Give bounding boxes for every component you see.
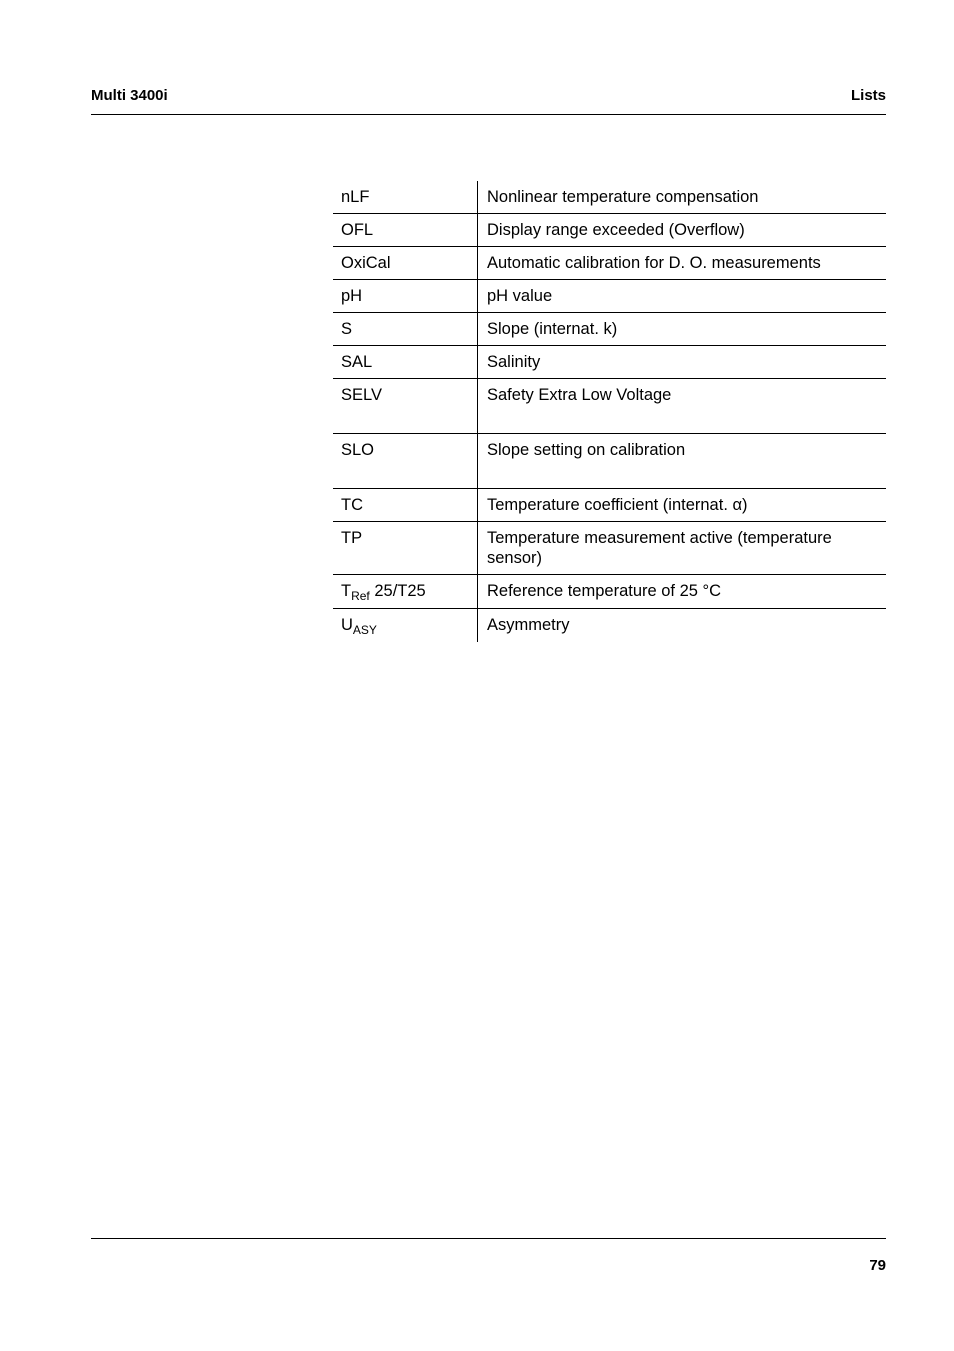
table-row (333, 214, 886, 247)
abbreviation-description: Slope (internat. k) (478, 313, 887, 346)
abbreviation-term (333, 609, 478, 643)
table-row (333, 247, 886, 280)
abbreviation-description: Temperature coefficient (internat. α) (478, 489, 887, 522)
page-number: 79 (869, 1257, 886, 1274)
term-subscript: ASY (352, 623, 377, 637)
table-row (333, 280, 886, 313)
table-row (333, 346, 886, 379)
abbreviation-term: TP (333, 522, 478, 575)
abbreviation-term: OFL (333, 214, 478, 247)
term-main: U (341, 616, 353, 634)
abbreviation-term: OxiCal (333, 247, 478, 280)
abbreviation-term: SELV (333, 379, 478, 434)
abbreviation-term: SLO (333, 434, 478, 489)
abbreviation-term: nLF (333, 181, 478, 214)
abbreviation-term (333, 575, 478, 609)
term-subscript: Ref (351, 589, 370, 603)
table-row (333, 575, 886, 609)
header-product-name: Multi 3400i (91, 87, 168, 104)
abbreviation-description: Nonlinear temperature compensation (478, 181, 887, 214)
term-main: T (341, 582, 352, 600)
abbreviation-description: Salinity (478, 346, 887, 379)
abbreviation-description: Asymmetry (487, 616, 570, 634)
abbreviation-description: Temperature measurement active (temperature sensor) (478, 522, 887, 575)
abbreviation-term: SAL (333, 346, 478, 379)
abbreviation-description: pH value (478, 280, 887, 313)
table-row (333, 489, 886, 522)
table-row (333, 609, 886, 643)
table-row (333, 181, 886, 214)
table-row (333, 522, 886, 575)
abbreviation-description: Slope setting on calibration (478, 434, 887, 489)
abbreviation-description: Automatic calibration for D. O. measurements (478, 247, 887, 280)
abbreviation-description: Reference temperature of 25 °C (478, 575, 887, 609)
page-header (91, 86, 886, 115)
abbreviation-description: Display range exceeded (Overflow) (478, 214, 887, 247)
table-row (333, 434, 886, 489)
term-rest: 25/T25 (369, 582, 426, 600)
abbreviation-term: S (333, 313, 478, 346)
abbreviation-table (333, 181, 886, 642)
abbreviation-description: Safety Extra Low Voltage (478, 379, 887, 434)
abbreviation-term: TC (333, 489, 478, 522)
page-footer (91, 1238, 886, 1274)
header-section-title: Lists (850, 87, 886, 104)
table-row (333, 313, 886, 346)
table-row (333, 379, 886, 434)
abbreviation-term: pH (333, 280, 478, 313)
